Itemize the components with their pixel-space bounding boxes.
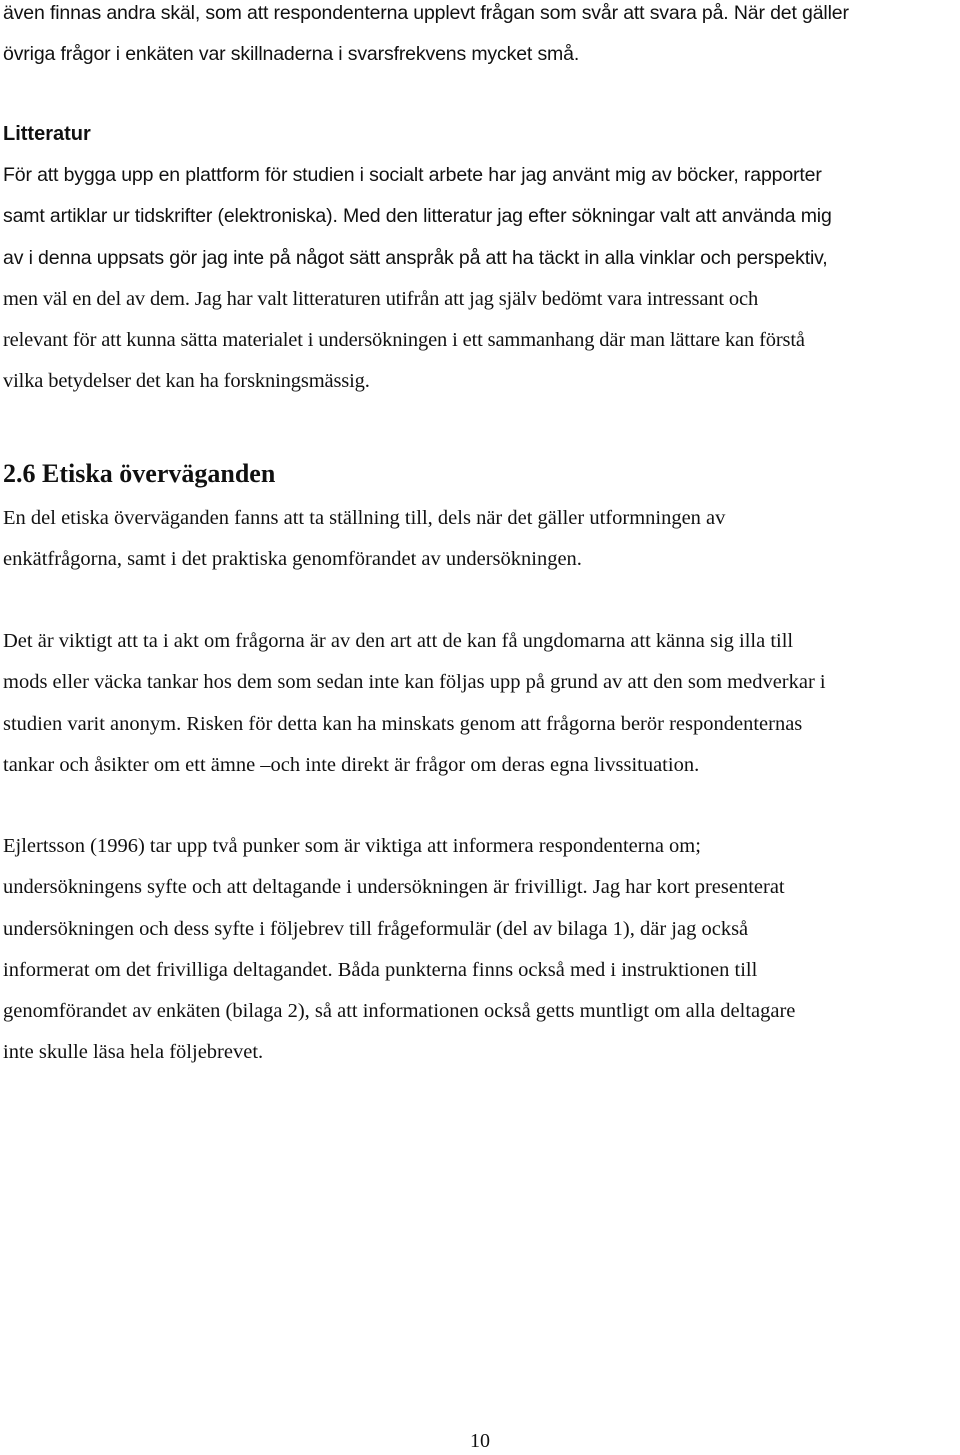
text-line: genomförandet av enkäten (bilaga 2), så att informationen också getts muntligt om alla deltagare	[3, 1000, 796, 1023]
text-line: men väl en del av dem. Jag har valt litteraturen utifrån att jag själv bedömt vara intressant och	[3, 287, 759, 310]
text-line: informerat om det frivilliga deltagandet. Båda punkterna finns också med i instruktionen till	[3, 958, 758, 981]
intro-paragraph	[3, 0, 957, 76]
text-line: av i denna uppsats gör jag inte på något sätt anspråk på att ha täckt in alla vinklar och perspektiv,	[3, 246, 828, 269]
section-heading: 2.6 Etiska överväganden	[3, 459, 276, 488]
text-line: samt artiklar ur tidskrifter (elektroniska). Med den litteratur jag efter sökningar valt att använda mig	[3, 205, 832, 228]
text-line: undersökningens syfte och att deltagande i undersökningen är frivilligt. Jag har kort presenterat	[3, 876, 785, 899]
text-line: tankar och åsikter om ett ämne –och inte direkt är frågor om deras egna livssituation.	[3, 753, 700, 776]
litteratur-heading: Litteratur	[3, 123, 91, 145]
section-paragraph-1	[3, 498, 957, 581]
text-line: studien varit anonym. Risken för detta kan ha minskats genom att frågorna berör respondenternas	[3, 712, 803, 735]
text-line: Ejlertsson (1996) tar upp två punker som är viktiga att informera respondenterna om;	[3, 835, 701, 857]
text-line: även finnas andra skäl, som att respondenterna upplevt frågan som svår att svara på. När det gäller	[3, 2, 849, 24]
page-number: 10	[470, 1430, 490, 1452]
text-line: För att bygga upp en plattform för studien i socialt arbete har jag använt mig av böcker, rapporter	[3, 164, 822, 186]
text-line: undersökningen och dess syfte i följebrev till frågeformulär (del av bilaga 1), där jag också	[3, 917, 749, 940]
text-line: relevant för att kunna sätta materialet i undersökningen i ett sammanhang där man lättare kan förstå	[3, 329, 805, 352]
text-line: inte skulle läsa hela följebrevet.	[3, 1041, 264, 1064]
text-line: vilka betydelser det kan ha forskningsmässig.	[3, 370, 370, 393]
text-line: En del etiska överväganden fanns att ta ställning till, dels när det gäller utformningen av	[3, 507, 726, 529]
text-line: mods eller väcka tankar hos dem som sedan inte kan följas upp på grund av att den som medverkar i	[3, 671, 826, 694]
text-line: Det är viktigt att ta i akt om frågorna är av den art att de kan få ungdomarna att känna sig illa till	[3, 630, 794, 652]
section-paragraph-2	[3, 621, 957, 786]
text-line: övriga frågor i enkäten var skillnaderna i svarsfrekvens mycket små.	[3, 43, 580, 66]
section-paragraph-3	[3, 826, 957, 1074]
litteratur-paragraph	[3, 155, 957, 403]
text-line: enkätfrågorna, samt i det praktiska genomförandet av undersökningen.	[3, 548, 582, 571]
